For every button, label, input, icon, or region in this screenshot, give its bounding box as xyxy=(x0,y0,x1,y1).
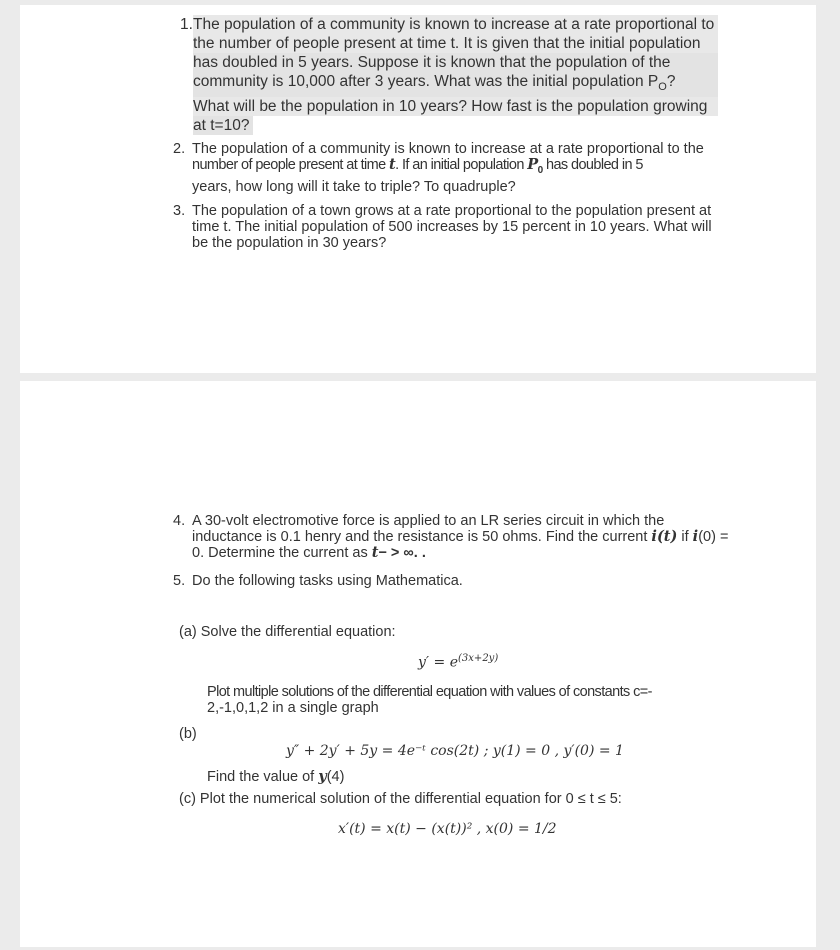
math-variable: y xyxy=(318,768,327,785)
math-variable: t xyxy=(371,544,379,561)
subscript: O xyxy=(658,81,667,94)
question-line: What will be the population in 10 years? How fast is the population growing xyxy=(193,97,718,116)
question-number: 3. xyxy=(173,203,186,219)
text-run: 0. Determine the current as xyxy=(192,545,372,561)
text-run: (4) xyxy=(326,769,345,785)
document-page-1 xyxy=(20,5,816,373)
part-a-label: (a) Solve the differential equation: xyxy=(179,624,396,640)
question-line: Do the following tasks using Mathematica. xyxy=(192,573,463,589)
question-line: years, how long will it take to triple? To quadruple? xyxy=(192,178,516,195)
math-symbol: ′ xyxy=(425,654,430,671)
math-variable: (t) xyxy=(656,528,678,545)
text-run: inductance is 0.1 henry and the resistance is 50 ohms. Find the current xyxy=(192,529,652,545)
math-variable: i xyxy=(692,528,699,545)
question-line: be the population in 30 years? xyxy=(192,235,387,251)
question-line: at t=10? xyxy=(193,116,253,135)
question-line xyxy=(192,157,704,179)
part-c-equation: x′(t) = x(t) − (x(t))² , x(0) = 1/2 xyxy=(338,821,557,837)
math-variable: i xyxy=(651,528,657,545)
part-c-label: (c) Plot the numerical solution of the differential equation for 0 ≤ t ≤ 5: xyxy=(179,791,622,807)
exponent: (3x+2y) xyxy=(458,653,499,664)
question-number: 1. xyxy=(180,16,193,33)
question-line xyxy=(192,545,728,561)
question-line: The population of a community is known to increase at a rate proportional to xyxy=(193,15,718,34)
question-line: The population of a community is known to increase at a rate proportional to the xyxy=(192,141,704,157)
part-b-label: (b) xyxy=(179,726,197,742)
question-line: The population of a town grows at a rate proportional to the population present at xyxy=(192,203,712,219)
question-line: has doubled in 5 years. Suppose it is known that the population of the xyxy=(193,53,718,72)
question-line: time t. The initial population of 500 increases by 15 percent in 10 years. What will xyxy=(192,219,712,235)
text-run: if xyxy=(677,529,693,545)
text-run: (0) = xyxy=(698,529,729,545)
question-number: 2. xyxy=(173,141,186,157)
math-variable: t xyxy=(389,156,396,173)
part-a-plot-instruction: Plot multiple solutions of the differential equation with values of constants c=- xyxy=(207,684,652,700)
document-page-2 xyxy=(20,381,816,947)
math-variable: y xyxy=(418,654,426,671)
text-run: number of people present at time xyxy=(192,157,390,173)
subscript: 0 xyxy=(537,164,543,176)
part-a-plot-instruction: 2,-1,0,1,2 in a single graph xyxy=(207,700,379,716)
question-line: the number of people present at time t. It is given that the initial population xyxy=(193,34,718,53)
question-line xyxy=(192,529,728,545)
question-number: 5. xyxy=(173,573,186,589)
punctuation: ? xyxy=(666,73,676,90)
part-b-find xyxy=(207,769,344,785)
text-run: . If an initial population xyxy=(395,157,528,173)
question-line-text: community is 10,000 after 3 years. What was the initial population P xyxy=(193,73,659,90)
math-text: = e xyxy=(429,654,459,671)
part-a-equation xyxy=(418,653,498,671)
text-run: Find the value of xyxy=(207,769,319,785)
text-run: has doubled in 5 xyxy=(542,157,643,173)
math-variable: P xyxy=(527,156,538,173)
question-line xyxy=(193,72,718,97)
part-b-equation: y″ + 2y′ + 5y = 4e⁻ᵗ cos(2t) ; y(1) = 0 , y′(0) = 1 xyxy=(286,743,624,759)
question-number: 4. xyxy=(173,513,186,529)
question-line: A 30-volt electromotive force is applied to an LR series circuit in which the xyxy=(192,513,665,529)
text-run: − > ∞. . xyxy=(378,545,426,561)
